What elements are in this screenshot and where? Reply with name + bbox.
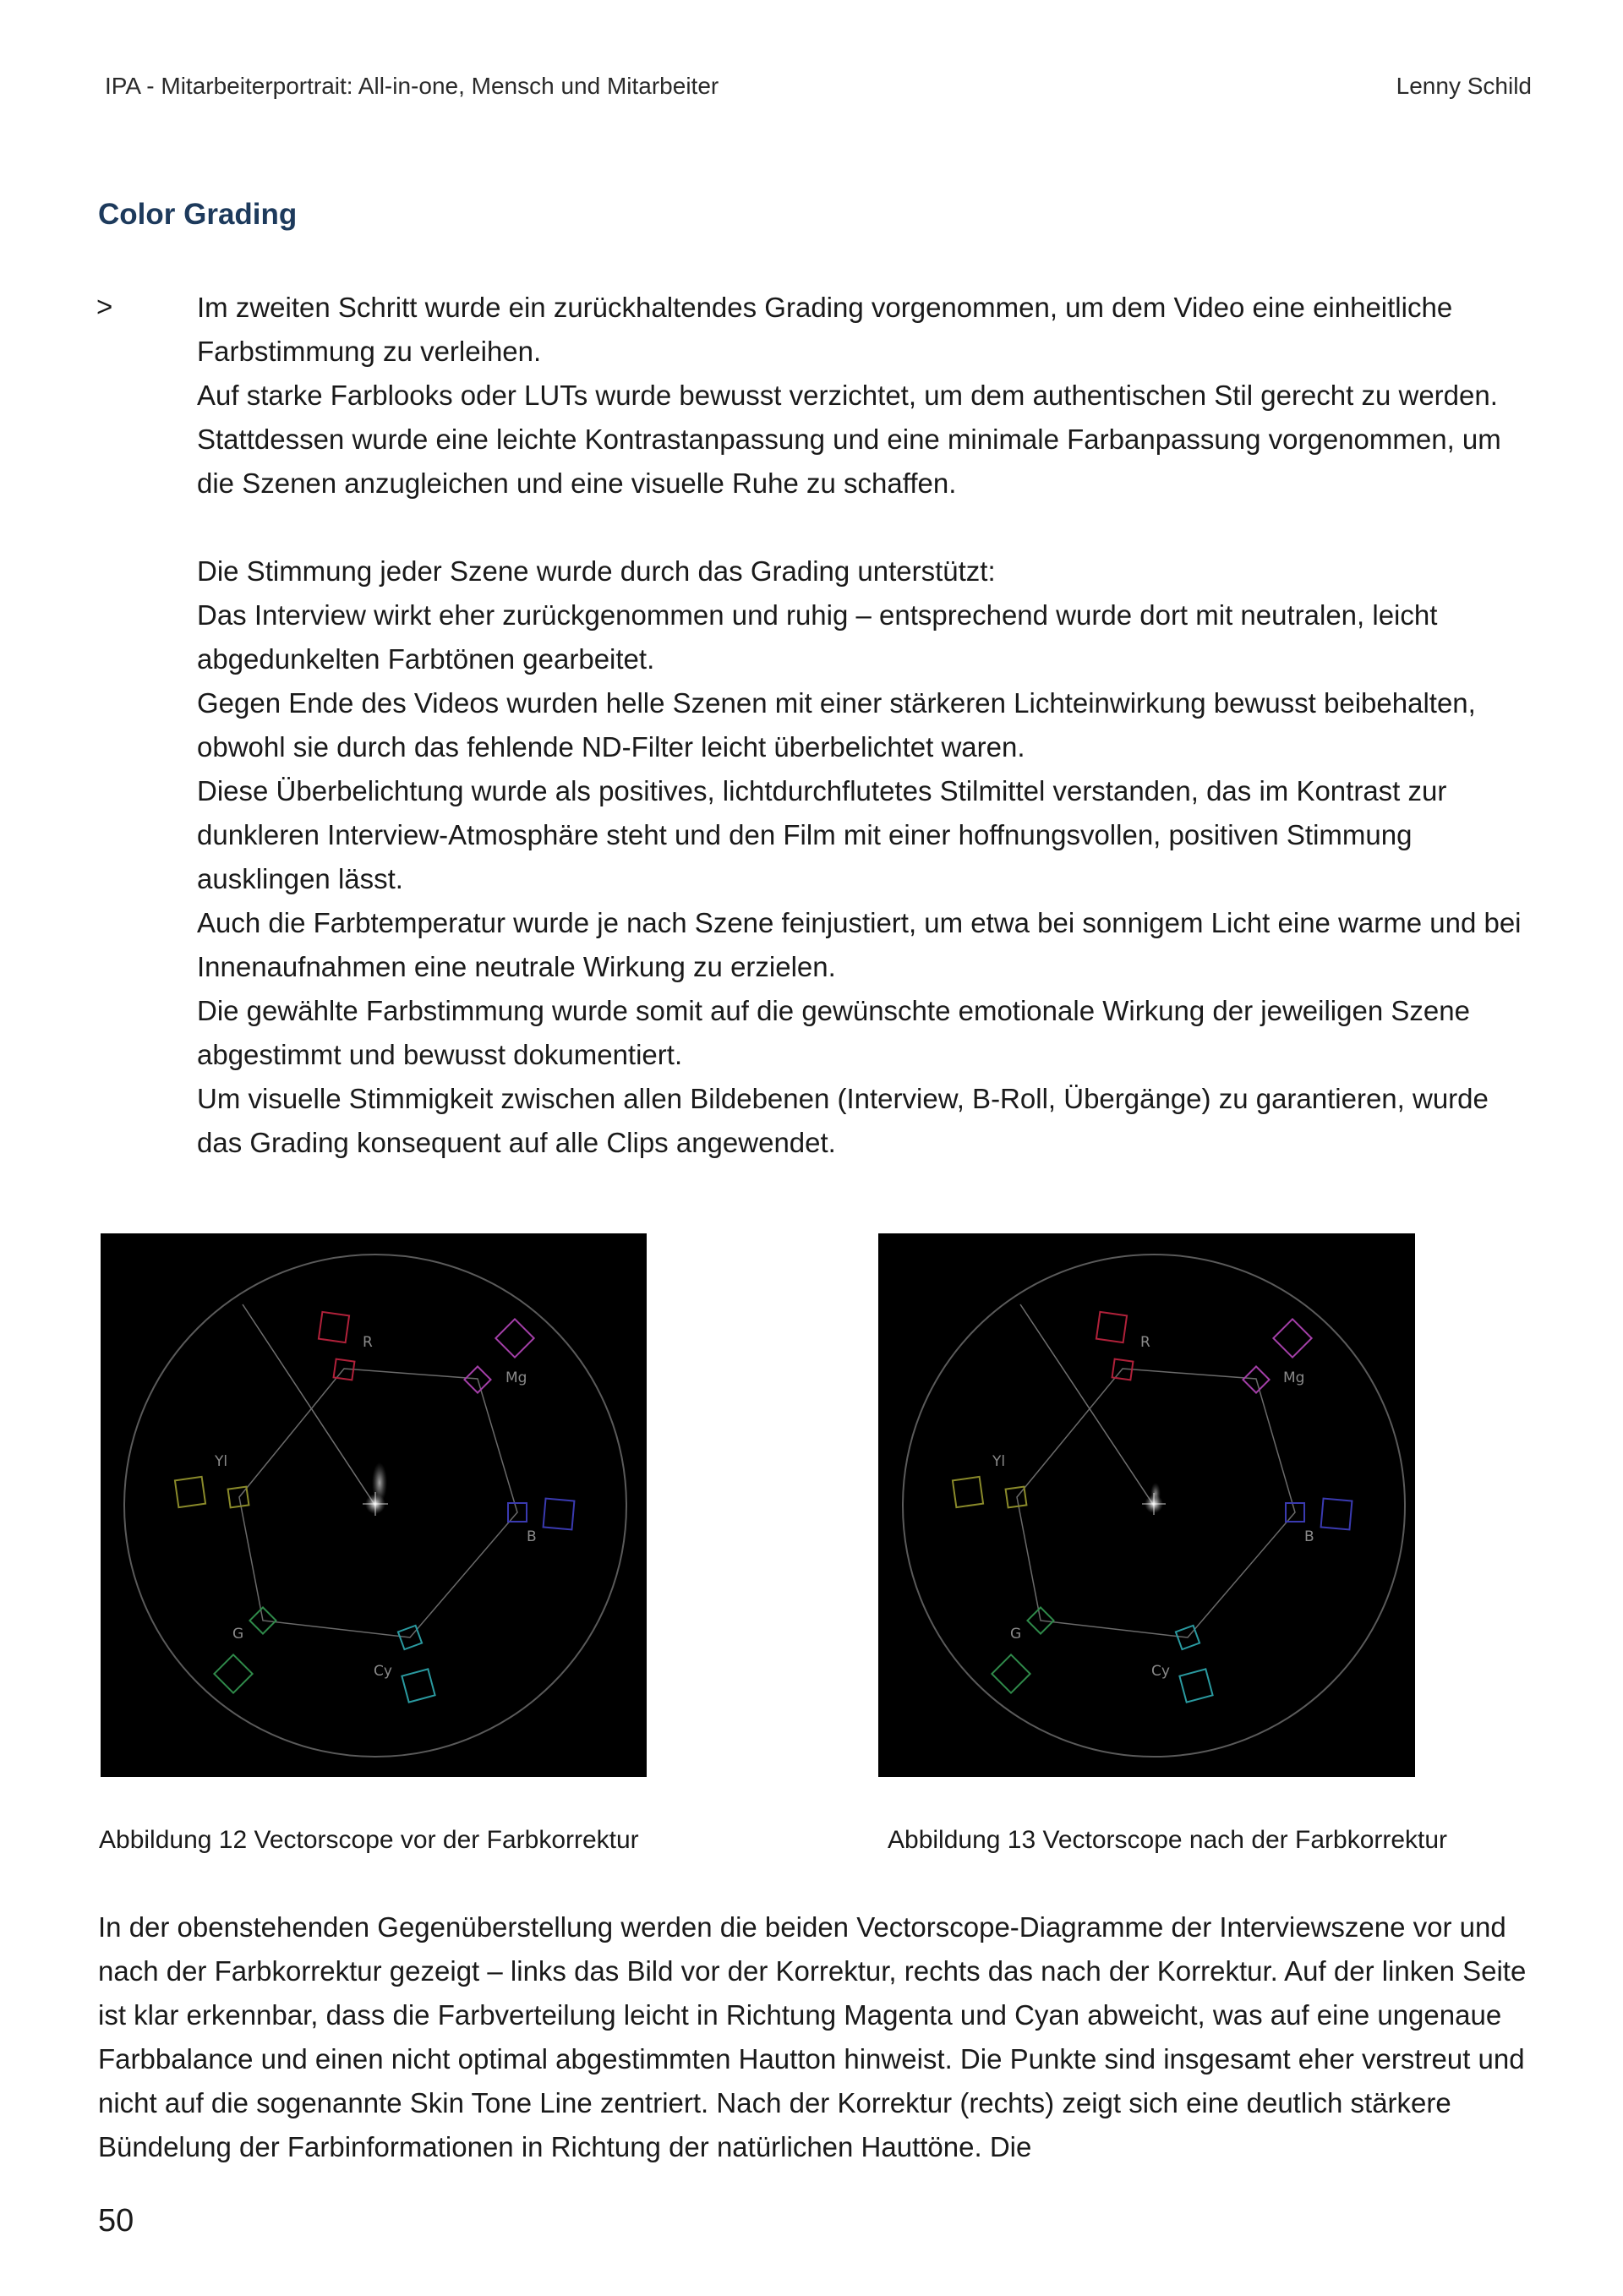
figure-caption-after: Abbildung 13 Vectorscope nach der Farbkorrektur <box>888 1826 1448 1854</box>
header-author: Lenny Schild <box>1396 73 1532 99</box>
paragraph: Gegen Ende des Videos wurden helle Szenen mit einer stärkeren Lichteinwirkung bewusst beibehalten, obwohl sie durch das fehlende ND-Filter leicht überbelichtet waren. <box>197 687 1476 763</box>
label-b: B <box>527 1528 537 1545</box>
figure-caption-before: Abbildung 12 Vectorscope vor der Farbkorrektur <box>99 1826 639 1854</box>
page-number: 50 <box>98 2203 134 2239</box>
paragraph: Diese Überbelichtung wurde als positives, lichtdurchflutetes Stilmittel verstanden, das im Kontrast zur dunkleren Interview-Atmosphäre steht und den Film mit einer hoffnungsvollen, positiven Stimmung ausklingen lässt. <box>197 775 1447 894</box>
bullet-marker: > <box>96 291 113 322</box>
skin-tone-line <box>1020 1304 1154 1506</box>
vectorscope-before-image <box>101 1233 647 1777</box>
paragraph: Die gewählte Farbstimmung wurde somit auf die gewünschte emotionale Wirkung der jeweiligen Szene abgestimmt und bewusst dokumentiert. <box>197 995 1470 1070</box>
target-box-r-outer <box>1096 1312 1127 1342</box>
paragraph: Auch die Farbtemperatur wurde je nach Szene feinjustiert, um etwa bei sonnigem Licht eine warme und bei Innenaufnahmen eine neutrale Wirkung zu erzielen. <box>197 907 1522 982</box>
bullet-text-block <box>197 286 1533 1165</box>
label-yl: Yl <box>992 1453 1006 1470</box>
paragraph: Auf starke Farblooks oder LUTs wurde bewusst verzichtet, um dem authentischen Stil gerecht zu werden. <box>197 380 1498 411</box>
label-cy: Cy <box>1151 1663 1170 1680</box>
target-box-b-outer <box>544 1499 575 1530</box>
target-box-g-outer <box>214 1654 252 1692</box>
target-box-mg-outer <box>495 1319 533 1357</box>
target-box-yl-outer <box>175 1477 205 1507</box>
target-box-g-outer <box>992 1654 1030 1692</box>
paragraph: Im zweiten Schritt wurde ein zurückhaltendes Grading vorgenommen, um dem Video eine einheitliche Farbstimmung zu verleihen. <box>197 292 1453 367</box>
label-mg: Mg <box>1283 1369 1305 1386</box>
label-g: G <box>232 1626 244 1643</box>
label-b: B <box>1304 1528 1314 1545</box>
label-r: R <box>1140 1334 1150 1351</box>
vectorscope-before <box>101 1233 647 1777</box>
target-box-mg-outer <box>1273 1319 1311 1357</box>
paragraph: Um visuelle Stimmigkeit zwischen allen Bildebenen (Interview, B-Roll, Übergänge) zu garantieren, wurde das Grading konsequent auf alle Clips angewendet. <box>197 1083 1489 1158</box>
label-mg: Mg <box>505 1369 527 1386</box>
vectorscope-after <box>878 1233 1415 1777</box>
skin-tone-line <box>243 1304 375 1506</box>
label-cy: Cy <box>374 1663 392 1680</box>
paragraph: Stattdessen wurde eine leichte Kontrastanpassung und eine minimale Farbanpassung vorgenommen, um die Szenen anzugleichen und eine visuelle Ruhe zu schaffen. <box>197 424 1501 499</box>
header-document-title: IPA - Mitarbeiterportrait: All-in-one, Mensch und Mitarbeiter <box>105 73 719 99</box>
paragraph: Das Interview wirkt eher zurückgenommen und ruhig – entsprechend wurde dort mit neutralen, leicht abgedunkelten Farbtönen gearbeitet. <box>197 599 1438 675</box>
label-yl: Yl <box>215 1453 228 1470</box>
paragraph: Die Stimmung jeder Szene wurde durch das Grading unterstützt: <box>197 555 996 587</box>
target-box-b-outer <box>1321 1499 1352 1530</box>
target-box-cy-outer <box>1179 1669 1212 1702</box>
target-box-r-outer <box>319 1312 349 1342</box>
paragraph-spacer <box>197 506 1533 549</box>
label-r: R <box>363 1334 373 1351</box>
target-box-yl-outer <box>953 1477 983 1507</box>
body-paragraph: In der obenstehenden Gegenüberstellung werden die beiden Vectorscope-Diagramme der Interviewszene vor und nach der Farbkorrektur gezeigt – links das Bild vor der Korrektur, rechts das nach der Korrektur. Auf der linken Seite ist klar erkennbar, dass die Farbverteilung leicht in Richtung Magenta und Cyan abweicht, was auf eine ungenaue Farbbalance und einen nicht optimal abgestimmten Hautton hinweist. Die Punkte sind insgesamt eher verstreut und nicht auf die sogenannte Skin Tone Line zentriert. Nach der Korrektur (rechts) zeigt sich eine deutlich stärkere Bündelung der Farbinformationen in Richtung der natürlichen Hauttöne. Die <box>98 1911 1527 2162</box>
section-title: Color Grading <box>98 198 298 231</box>
vectorscope-after-image <box>878 1233 1415 1777</box>
label-g: G <box>1010 1626 1022 1643</box>
target-box-cy-outer <box>402 1669 434 1702</box>
